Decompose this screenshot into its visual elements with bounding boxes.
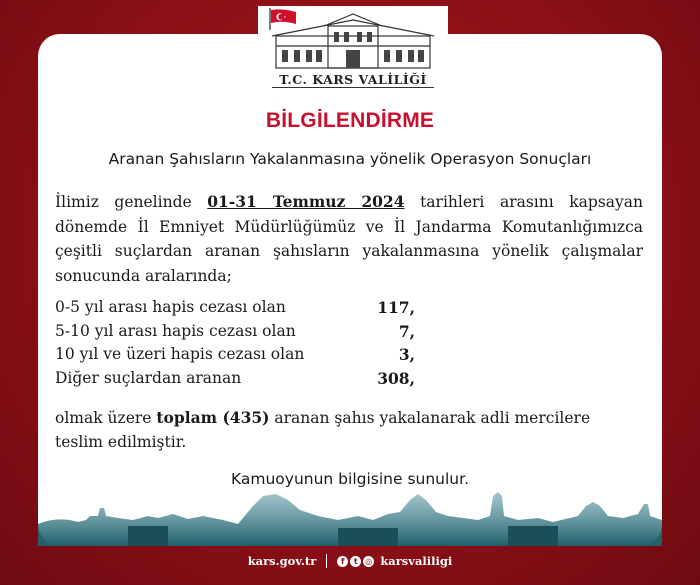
stat-value: 117,	[377, 298, 415, 317]
date-range: 01-31 Temmuz 2024	[207, 192, 405, 211]
stat-row	[55, 345, 415, 369]
summary-text-1: olmak üzere	[55, 409, 157, 427]
social-handle[interactable]: karsvaliligi	[380, 554, 453, 568]
stat-label: 10 yıl ve üzeri hapis cezası olan	[55, 345, 305, 363]
stat-value: 7,	[398, 321, 415, 341]
building-icon	[258, 6, 448, 72]
summary-paragraph	[55, 406, 615, 454]
stat-label: Diğer suçlardan aranan	[55, 368, 242, 387]
intro-text-2: tarihleri arasını kapsayan dönemde İl Emniyet Müdürlüğümüz ve İl Jandarma Komutanlığımızca çeşitli suçlardan aranan şahısların yakalanmasına yönelik çalışmalar sonucunda aralarında;	[55, 193, 643, 285]
stats-list	[55, 298, 415, 392]
instagram-icon[interactable]: ◎	[363, 556, 374, 567]
summary-total: toplam (435)	[156, 408, 270, 427]
stat-row	[55, 322, 415, 346]
stat-label: 5-10 yıl arası hapis cezası olan	[55, 321, 296, 340]
logo-divider	[272, 87, 434, 88]
page-title: BİLGİLENDİRME	[265, 109, 435, 132]
stat-value: 308,	[377, 368, 415, 388]
intro-text-1: İlimiz genelinde	[55, 193, 208, 211]
subtitle: Aranan Şahısların Yakalanmasına yönelik Operasyon Sonuçları	[108, 150, 592, 168]
stat-row	[55, 369, 415, 393]
twitter-icon[interactable]: t	[350, 556, 361, 567]
org-name: T.C. KARS VALİLİĞİ	[279, 72, 427, 87]
stat-value: 3,	[398, 345, 415, 364]
governorship-logo	[258, 6, 448, 90]
footer	[0, 553, 700, 575]
stat-label: 0-5 yıl arası hapis cezası olan	[55, 298, 286, 316]
website-link[interactable]: kars.gov.tr	[247, 554, 317, 568]
footer-divider	[326, 554, 327, 568]
facebook-icon[interactable]: f	[337, 556, 348, 567]
closing-note: Kamuoyunun bilgisine sunulur.	[230, 470, 469, 488]
summary-text-2: aranan şahıs yakalanarak adli mercilere teslim edilmiştir.	[55, 409, 591, 451]
stat-row	[55, 298, 415, 322]
city-skyline-illustration	[38, 486, 662, 546]
intro-paragraph	[55, 190, 643, 288]
